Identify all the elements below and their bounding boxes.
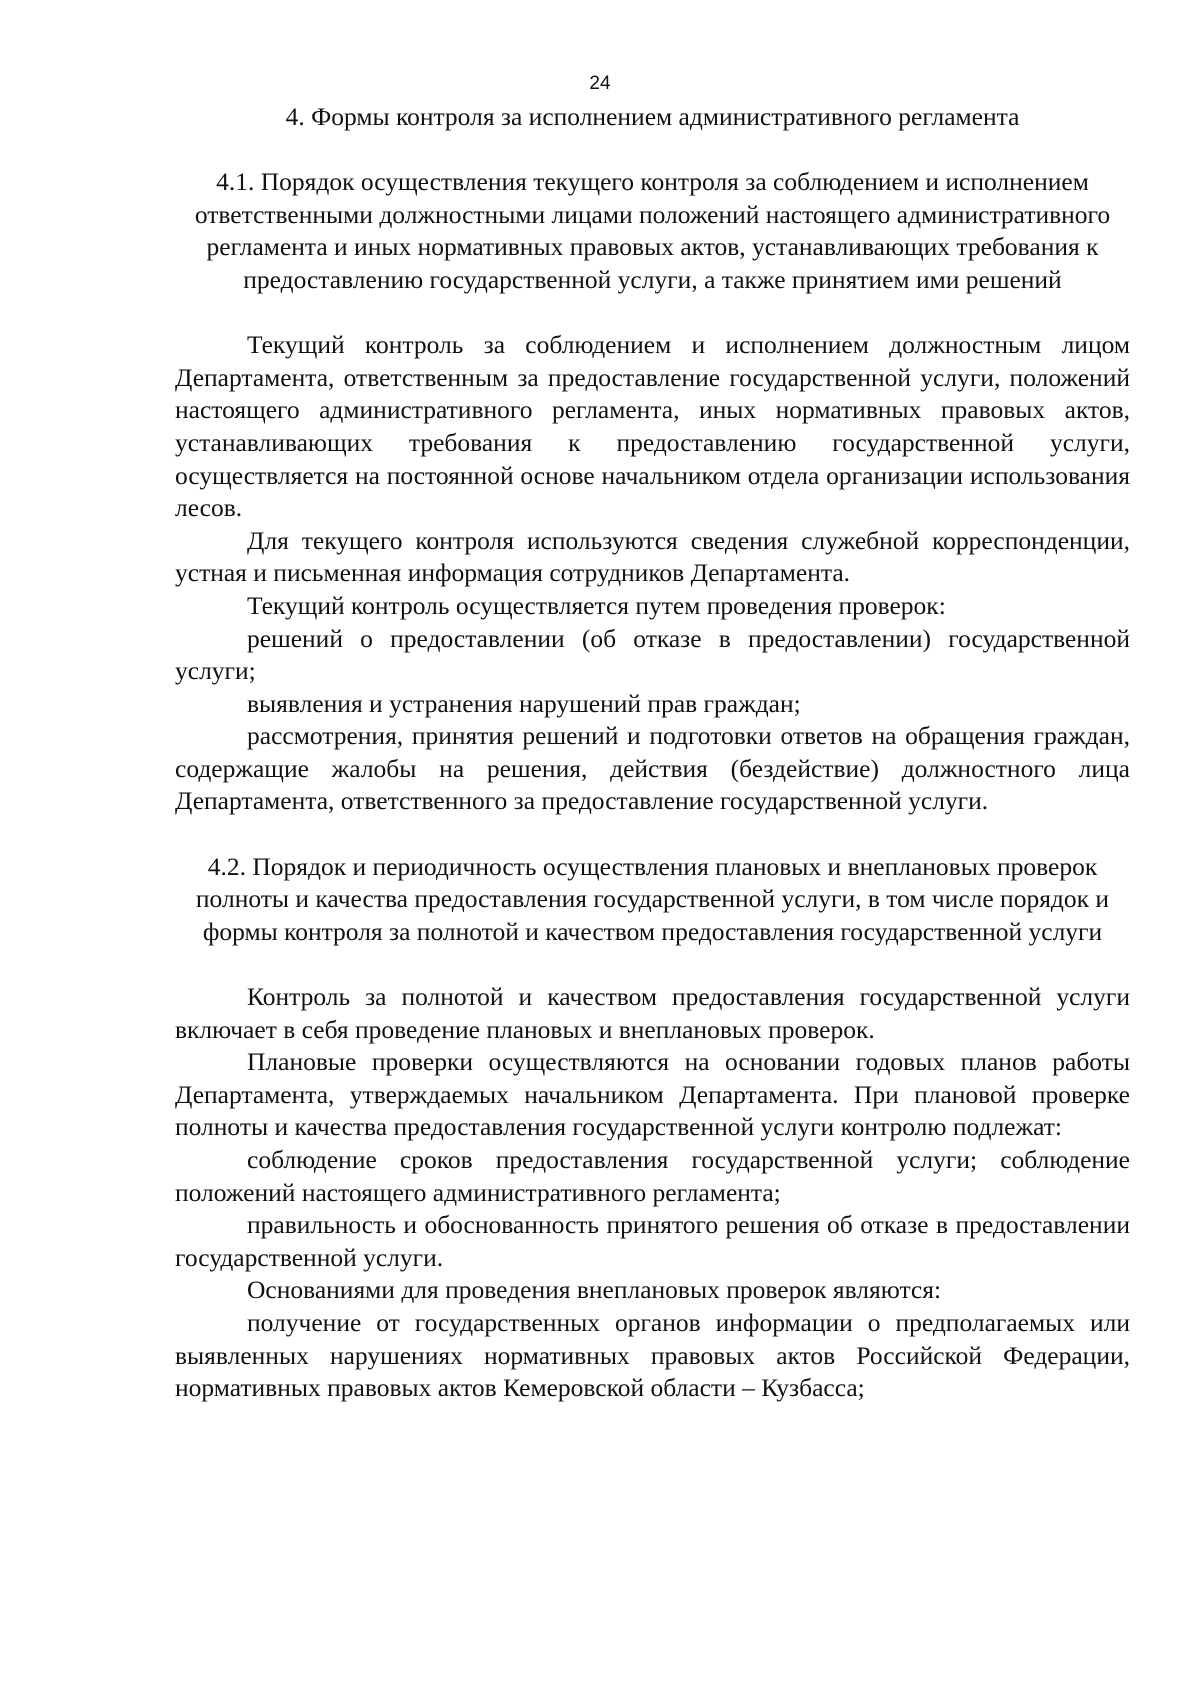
spacer <box>175 948 1130 981</box>
paragraph: Основаниями для проведения внеплановых проверок являются: <box>247 1275 942 1305</box>
subsection-2-title: 4.2. Порядок и периодичность осуществления плановых и внеплановых проверок полноты и качества предоставления государственной услуги, в том числе порядок и формы контроля за полнотой и качеством предоставления государственной услуги <box>195 851 1110 946</box>
paragraph: Для текущего контроля используются сведения служебной корреспонденции, устная и письменная информация сотрудников Департамента. <box>175 525 1130 588</box>
paragraph: Контроль за полнотой и качеством предоставления государственной услуги включает в себя проведение плановых и внеплановых проверок. <box>175 982 1130 1044</box>
paragraph: получение от государственных органов информации о предполагаемых или выявленных нарушениях нормативных правовых актов Российской Федерации, нормативных правовых актов Кемеровской области – Кузбасса; <box>175 1307 1130 1403</box>
spacer <box>175 818 1130 851</box>
subsection-1-title: 4.1. Порядок осуществления текущего контроля за соблюдением и исполнением ответственными должностными лицами положений настоящего административного регламента и иных нормативных правовых актов, устанавливающих требования к предоставлению государственной услуги, а также принятием ими решений <box>194 167 1111 294</box>
paragraph: Текущий контроль за соблюдением и исполнением должностным лицом Департамента, ответственным за предоставление государственной услуги, положений настоящего административного регламента, иных нормативных правовых актов, устанавливающих требования к предоставлению государственной услуги, осуществляется на постоянной основе начальником отдела организации использования лесов. <box>175 330 1130 523</box>
section-title: 4. Формы контроля за исполнением административного регламента <box>285 102 1020 131</box>
paragraph: выявления и устранения нарушений прав граждан; <box>247 688 801 718</box>
page-number: 24 <box>589 73 611 94</box>
paragraph: Текущий контроль осуществляется путем проведения проверок: <box>247 590 946 620</box>
paragraph: Плановые проверки осуществляются на основании годовых планов работы Департамента, утверждаемых начальником Департамента. При плановой проверке полноты и качества предоставления государственной услуги контролю подлежат: <box>175 1047 1130 1142</box>
paragraph: правильность и обоснованность принятого решения об отказе в предоставлении государственной услуги. <box>175 1210 1130 1272</box>
spacer <box>175 297 1130 330</box>
paragraph: решений о предоставлении (об отказе в предоставлении) государственной услуги; <box>175 623 1130 686</box>
document-content <box>175 101 1130 1405</box>
paragraph: рассмотрения, принятия решений и подготовки ответов на обращения граждан, содержащие жалобы на решения, действия (бездействие) должностного лица Департамента, ответственного за предоставление государственной услуги. <box>175 721 1130 816</box>
paragraph: соблюдение сроков предоставления государственной услуги; соблюдение положений настоящего административного регламента; <box>175 1145 1130 1207</box>
spacer <box>175 134 1130 167</box>
